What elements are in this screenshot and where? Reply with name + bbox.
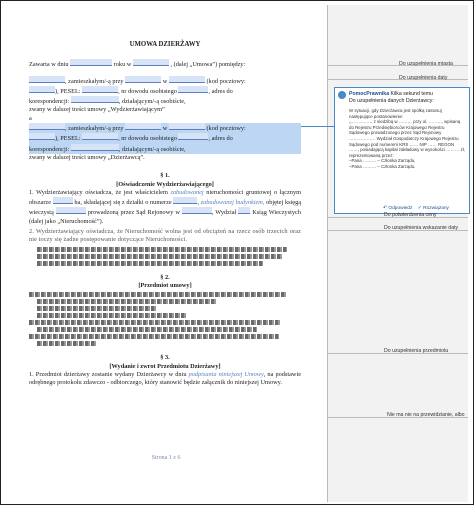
party2-role: zwany w dalszej treści umowy „Dzierżawcą”.	[29, 153, 145, 161]
party2-block[interactable]: , zamieszkałym/-ą przy w (kod pocztowy: ), PESEL: , nr dowodu osobistego , adres do korespondencji: , działającym/-ą osobiście,	[29, 123, 301, 154]
party1-city-field[interactable]	[169, 76, 205, 83]
party1-block: , zamieszkałym/-ą przy w (kod pocztowy: ), PESEL: , nr dowodu osobistego , adres do korespondencji: , działającym/-ą osobiście, zwany w dalszej treści umowy „Wydzierżawiającym”	[29, 76, 301, 115]
comment-card[interactable]	[334, 87, 470, 214]
comment-label[interactable]: Do uzupełnienia przedmiotu	[384, 348, 449, 354]
resolve-icon: ✓	[417, 206, 422, 211]
section3-number: § 3.	[160, 354, 170, 362]
court-field[interactable]	[182, 207, 212, 214]
party2-pesel-field[interactable]	[82, 133, 118, 140]
land-register-field[interactable]	[56, 207, 86, 214]
section3-paragraph1: 1. Przedmiot dzierżawy zostanie wydany Dzierżawcy w dniu podpisania niniejszej Umowy, na podstawie odrębnego protokołu zdawczo - odbiorczego, który stanowić będzie załącznik do niniejszej Umowy.	[29, 370, 301, 387]
plot-number-field[interactable]	[173, 197, 197, 204]
section1-title: [Oświadczenie Wydzierżawiającego]	[116, 180, 214, 188]
document-body[interactable]	[29, 41, 301, 387]
reply-icon: ↶	[383, 206, 388, 211]
avatar	[338, 91, 346, 99]
party1-id-field[interactable]	[178, 86, 208, 93]
reply-button[interactable]: Odpowiedz	[388, 206, 413, 211]
date-field[interactable]	[70, 59, 112, 66]
section2-number: § 2.	[160, 273, 170, 281]
division-field[interactable]	[238, 207, 250, 214]
comment-label[interactable]: Do uzupełnienia daty	[399, 75, 448, 81]
section3-title: [Wydanie i zwrot Przedmiotu Dzierżawy]	[109, 362, 221, 370]
document-title: UMOWA DZIERŻAWY	[129, 41, 201, 48]
intro-line: Zawarta w dniu roku w , (dalej „Umowa”) pomiędzy:	[29, 61, 246, 69]
party1-street-field[interactable]	[125, 76, 161, 83]
comment-label[interactable]: Nie ma nie na przewidzianie, albo	[387, 412, 465, 418]
comment-label[interactable]: Do uzupełnienia miasta	[399, 61, 453, 67]
party2-name-field[interactable]	[29, 123, 65, 130]
section2-title: [Przedmiot umowy]	[138, 281, 192, 289]
comment-time: Kilka sekund temu	[390, 91, 433, 97]
comment-body: W sytuacji, gdy Dzierżawca jest spółką zastosuj następujące postanowienie: „…………… z siedzibą w ……… przy ul. ………, wpisaną do Rejestru Przedsiębiorców Krajowego Rejestru Sądowego prowadzonego przez Sąd Rejonowy ……………… Wydział Gospodarczy Krajowego Rejestru Sądowego pod numerem KRS …… NIP …… REGON ……, posiadającą kapitał zakładowy w wysokości ……… zł, reprezentowaną przez: –Pana ……… – Członka Zarządu, –Pana ……… – Członka Zarządu.	[349, 108, 465, 169]
party1-name-field[interactable]	[29, 76, 65, 83]
party1-address-field[interactable]	[71, 96, 119, 103]
section1-paragraph1: 1. Wydzierżawiający oświadcza, że jest właścicielem zabudowanej nieruchomości gruntowej o łącznym obszarze ha, składającej się z działki o numerze , zabudowanej budynkiem, objętej księgą wieczystą prowadzoną przez Sąd Rejonowy w , Wydział Ksiąg Wieczystych (dalej jako „Nieruchomość”).	[29, 188, 302, 225]
section1-number: § 1.	[160, 172, 170, 180]
party2-id-field[interactable]	[178, 133, 208, 140]
resolve-button[interactable]: Rozwiązany	[423, 206, 449, 211]
party2-city-field[interactable]	[169, 123, 205, 130]
conjunction: a	[29, 114, 32, 122]
comment-subject: Do uzupełnienia danych Dzierżawcy:	[349, 98, 434, 104]
area-field[interactable]	[53, 197, 73, 204]
page-footer: Strona 1 z 6	[151, 455, 181, 461]
comment-label[interactable]: Do potwierdzenia ceny	[384, 212, 437, 218]
party2-address-field[interactable]	[71, 144, 119, 151]
place-field[interactable]	[133, 59, 169, 66]
party1-pesel-field[interactable]	[82, 86, 118, 93]
party2-street-field[interactable]	[125, 123, 161, 130]
party1-postal-field[interactable]	[29, 86, 55, 93]
section1-paragraph2: 2. Wydzierżawiający oświadcza, że Nieruchomość wolna jest od obciążeń na rzecz osób trzecich oraz nie toczy się żadne postępowanie dotyczące Nieruchomości.	[29, 228, 301, 244]
comment-label[interactable]: Do uzupełnienia wskazanie daty	[384, 225, 459, 231]
party2-postal-field[interactable]	[29, 133, 55, 140]
document-page[interactable]	[5, 5, 328, 502]
party1-role: zwany w dalszej treści umowy „Wydzierżawiającym”	[29, 106, 165, 114]
comment-author: PomocPrawnika	[349, 91, 390, 97]
